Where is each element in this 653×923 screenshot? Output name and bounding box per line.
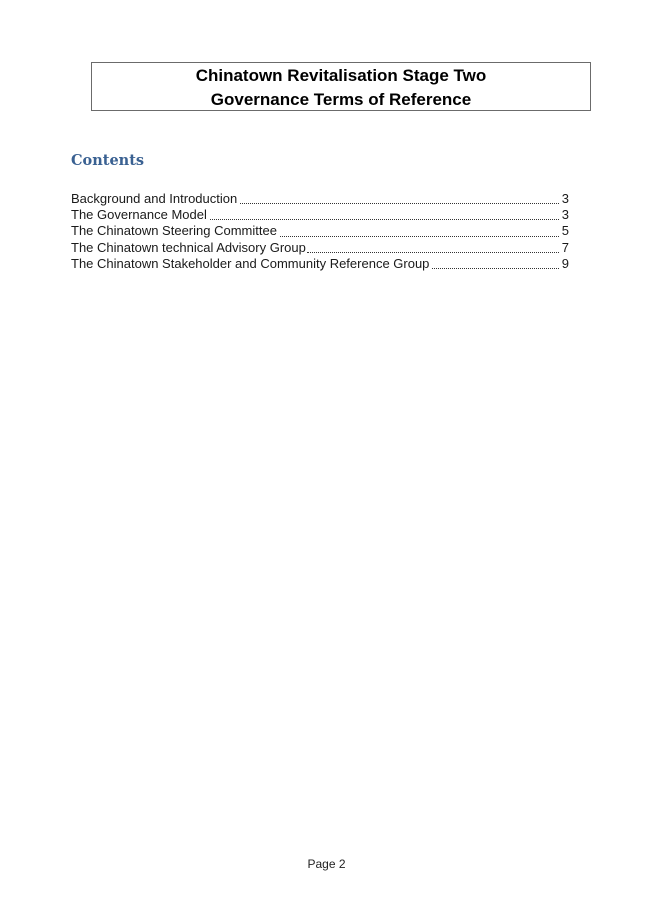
toc-entry-governance-model[interactable] [71, 207, 569, 223]
table-of-contents [71, 191, 569, 272]
toc-entry-title: Background and Introduction [71, 191, 238, 206]
document-title-box [91, 62, 591, 111]
toc-entry-technical-advisory-group[interactable] [71, 240, 569, 256]
toc-dot-leader [240, 202, 559, 204]
toc-entry-page: 5 [561, 223, 569, 239]
toc-entry-background[interactable] [71, 191, 569, 207]
toc-entry-stakeholder-reference-group[interactable] [71, 256, 569, 272]
toc-dot-leader [307, 251, 559, 253]
toc-dot-leader [210, 218, 559, 220]
page-number-footer: Page 2 [307, 857, 346, 871]
document-title-line-2: Governance Terms of Reference [210, 90, 472, 109]
toc-entry-page: 9 [561, 255, 569, 271]
toc-entry-page: 3 [561, 207, 569, 223]
toc-entry-title: The Chinatown Stakeholder and Community Reference Group [71, 255, 430, 271]
toc-entry-title: The Chinatown technical Advisory Group [71, 239, 306, 255]
toc-entry-page: 7 [561, 239, 569, 255]
toc-dot-leader [280, 235, 559, 237]
document-title-line-1: Chinatown Revitalisation Stage Two [195, 66, 487, 85]
contents-heading: Contents [71, 152, 145, 169]
toc-entry-title: The Chinatown Steering Committee [71, 223, 277, 239]
toc-entry-title: The Governance Model [71, 207, 207, 223]
toc-entry-steering-committee[interactable] [71, 223, 569, 239]
toc-entry-page: 3 [561, 191, 569, 206]
toc-dot-leader [432, 267, 558, 269]
